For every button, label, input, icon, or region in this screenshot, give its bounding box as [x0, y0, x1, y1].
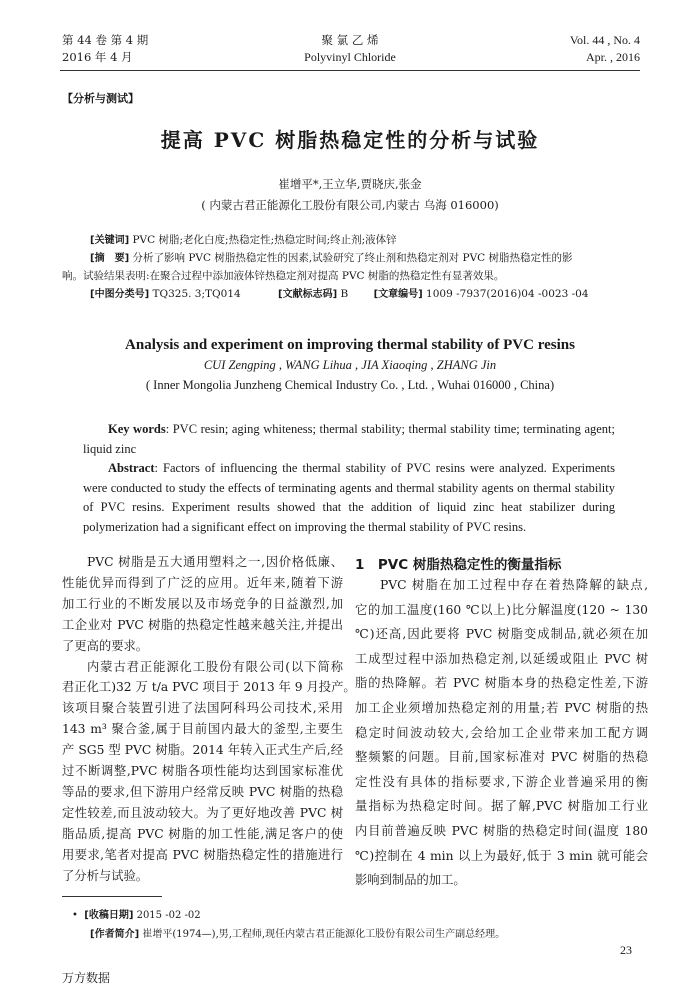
- keywords-en-text: : PVC resin; aging whiteness; thermal stability; thermal stability time; terminating agent; liquid zinc: [83, 422, 615, 456]
- issue-date: 2016 年 4 月: [62, 50, 133, 64]
- text-line: 用要求,笔者对提高 PVC 树脂热稳定性的措施进行: [62, 847, 343, 862]
- keywords-cn: [90, 231, 397, 250]
- abstract-en: [83, 459, 615, 537]
- affiliation-en: ( Inner Mongolia Junzheng Chemical Industry Co. , Ltd. , Wuhai 016000 , China): [145, 378, 555, 392]
- text-line: 君正化工)32 万 t/a PVC 项目于 2013 年 9 月投产。: [62, 680, 356, 695]
- keywords-en-label: Key words: [108, 422, 166, 436]
- article-no-value: 1009 -7937(2016)04 -0023 -04: [422, 288, 589, 300]
- bio-label: [作者简介]: [90, 929, 140, 940]
- abstract-line: 分析了影响 PVC 树脂热稳定性的因素,试验研究了终止剂和热稳定剂对 PVC 树脂热稳定性的影: [129, 252, 573, 264]
- text-line: PVC 树脂在加工过程中存在着热降解的缺点,: [380, 578, 648, 592]
- text-line: 定性没有具体的指标要求,下游企业普遍采用的衡: [355, 774, 648, 789]
- wanfang-watermark: 万方数据: [62, 971, 111, 985]
- text-line: 稳定时间波动较大,会给加工企业带来加工配方调: [355, 725, 648, 740]
- title-cn: 提高 PVC 树脂热稳定性的分析与试验: [160, 128, 540, 152]
- footnote-bio: [90, 925, 505, 940]
- journal-name-en: Polyvinyl Chloride: [304, 50, 396, 64]
- text-line: 143 m³ 聚合釜,属于目前国内最大的釜型,主要生: [62, 722, 343, 737]
- journal-name-cn: 聚 氯 乙 烯: [321, 33, 379, 47]
- text-line: 内蒙古君正能源化工股份有限公司(以下简称: [87, 659, 343, 674]
- text-line: 加工行业的不断发展以及市场竞争的日益激烈,加: [62, 596, 343, 611]
- clc-value: TQ325. 3;TQ014: [149, 288, 241, 300]
- authors-cn: 崔增平*,王立华,贾晓庆,张金: [278, 177, 422, 191]
- header-rule: [60, 70, 640, 71]
- date-en: Apr. , 2016: [586, 50, 640, 64]
- doc-code-value: B: [337, 288, 349, 300]
- received-date: 2015 -02 -02: [133, 910, 201, 921]
- text-line: ℃)还高,因此要将 PVC 树脂变成制品,就必须在加: [355, 627, 648, 642]
- text-line: 了分析与试验。: [62, 868, 149, 883]
- authors-en: CUI Zengping , WANG Lihua , JIA Xiaoqing , ZHANG Jin: [203, 358, 497, 372]
- text-line: 性能优异而得到了广泛的应用。近年来,随着下游: [62, 575, 343, 590]
- footnote-rule: [62, 896, 162, 897]
- keywords-text: PVC 树脂;老化白度;热稳定性;热稳定时间;终止剂;液体锌: [129, 234, 397, 246]
- text-line: 了更高的要求。: [62, 638, 149, 653]
- volume-en: Vol. 44 , No. 4: [569, 33, 640, 47]
- text-line: 工成型过程中添加热稳定剂,以延缓或阻止 PVC 树: [355, 651, 648, 666]
- volume-issue: 第 44 卷 第 4 期: [62, 33, 149, 47]
- text-line: ℃)控制在 4 min 以上为最好,低于 3 min 就可能会: [355, 848, 648, 863]
- text-line: 加工企业须增加热稳定剂的用量;若 PVC 树脂的热: [355, 701, 648, 715]
- footnote-received: • [收稿日期] 2015 -02 -02: [72, 910, 201, 921]
- header-center: [250, 32, 450, 66]
- bio-text: 崔增平(1974—),男,工程师,现任内蒙古君正能源化工股份有限公司生产副总经理。: [139, 929, 506, 940]
- text-line: 影响到制品的加工。: [355, 873, 466, 888]
- page-number: 23: [620, 943, 632, 957]
- article-no-label: [文章编号]: [373, 289, 423, 300]
- header-left: [62, 32, 148, 66]
- classification: [90, 285, 589, 304]
- text-line: 工企业对 PVC 树脂的热稳定性越来越关注,并提出: [62, 617, 343, 632]
- text-line: 产 SG5 型 PVC 树脂。2014 年转入正式生产后,经: [62, 743, 343, 758]
- text-line: 它的加工温度(160 ℃以上)比分解温度(120 ~ 130: [355, 602, 648, 617]
- doc-code-label: [文献标志码]: [278, 289, 338, 300]
- text-line: PVC 树脂是五大通用塑料之一,因价格低廉、: [87, 555, 343, 569]
- text-line: 过不断调整,PVC 树脂各项性能均达到国家标准优: [62, 764, 343, 778]
- clc-label: [中图分类号]: [90, 289, 150, 300]
- keywords-en: [83, 420, 615, 459]
- text-line: 量指标为热稳定时间。据了解,PVC 树脂加工行业: [355, 799, 648, 814]
- abstract-cn-cont: 响。试验结果表明:在聚合过程中添加液体锌热稳定剂对提高 PVC 树脂的热稳定性有显著效果。: [62, 270, 505, 282]
- keywords-label: [关键词]: [90, 235, 130, 246]
- title-en: Analysis and experiment on improving thermal stability of PVC resins: [125, 337, 575, 353]
- received-label: [收稿日期]: [84, 910, 134, 921]
- section-1-heading: 1 PVC 树脂热稳定性的衡量指标: [355, 557, 562, 573]
- text-line: 定性较差,而且波动较大。为了更好地改善 PVC 树: [62, 805, 343, 820]
- abstract-en-text: : Factors of influencing the thermal stability of PVC resins were analyzed. Experiments were conducted to study the effects of terminating agents and thermal stability agents on thermal stability of PVC resins. Experiment results showed that the addition of liquid zinc heat stabilizer during polymerization had a significant effect on improving the thermal stability of PVC resins.: [83, 461, 615, 534]
- text-line: 内目前普遍反映 PVC 树脂的热稳定时间(温度 180: [355, 824, 648, 838]
- header-right: [570, 32, 640, 66]
- text-line: 整频繁的问题。目前,国家标准对 PVC 树脂的热稳: [355, 750, 648, 765]
- text-line: 等品的要求,但下游用户经常反映 PVC 树脂的热稳: [62, 784, 343, 799]
- affiliation-cn: ( 内蒙古君正能源化工股份有限公司,内蒙古 乌海 016000): [201, 198, 499, 212]
- text-line: 该项目聚合装置引进了法国阿科玛公司技术,采用: [62, 701, 343, 716]
- section-tag: 【分析与测试】: [62, 92, 139, 105]
- english-abstract-block: [83, 420, 615, 538]
- text-line: 脂品质,提高 PVC 树脂的加工性能,满足客户的使: [62, 826, 343, 841]
- abstract-label: [摘 要]: [90, 253, 130, 264]
- abstract-cn: [90, 249, 573, 268]
- text-line: 脂的热降解。若 PVC 树脂本身的热稳定性差,下游: [355, 676, 648, 691]
- abstract-en-label: Abstract: [108, 461, 155, 476]
